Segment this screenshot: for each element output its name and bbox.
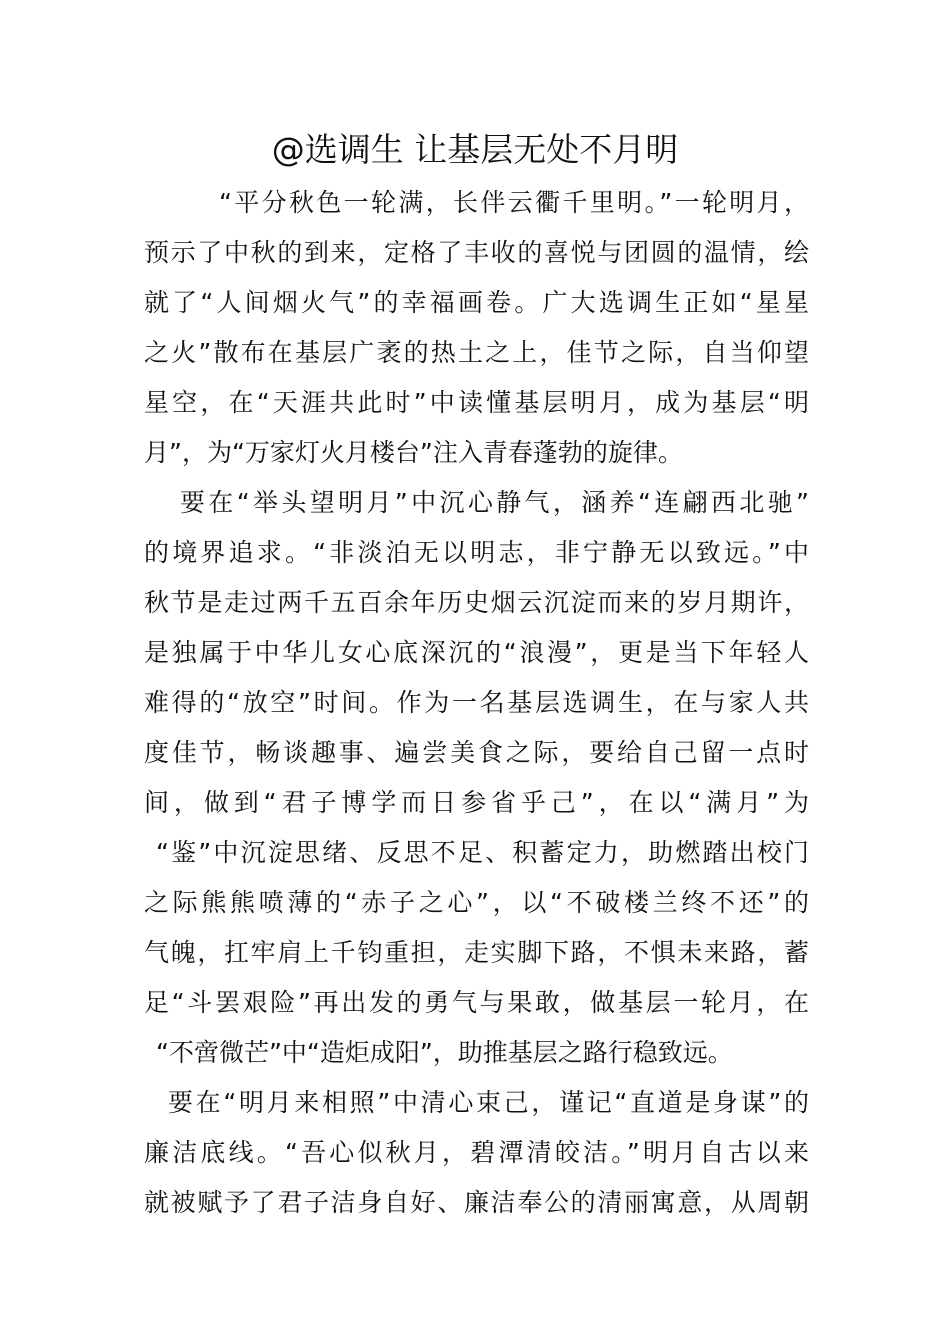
paragraph-line: 的境界追求。“非淡泊无以明志，非宁静无以致远。”中 xyxy=(144,538,809,567)
paragraph-line: 间，做到“君子博学而日参省乎己”，在以“满月”为 xyxy=(144,788,809,817)
paragraph-line: 足“斗罢艰险”再出发的勇气与果敢，做基层一轮月，在 xyxy=(144,988,809,1017)
paragraph-line: 要在“举头望明月”中沉心静气，涵养“连翩西北驰” xyxy=(180,488,809,517)
paragraph-line: 度佳节，畅谈趣事、遍尝美食之际，要给自己留一点时 xyxy=(144,738,809,767)
paragraph-line: 难得的“放空”时间。作为一名基层选调生，在与家人共 xyxy=(144,688,809,717)
paragraph-line: “鉴”中沉淀思绪、反思不足、积蓄定力，助燃踏出校门 xyxy=(156,838,809,867)
paragraph-line: 廉洁底线。“吾心似秋月，碧潭清皎洁。”明月自古以来 xyxy=(144,1138,809,1167)
paragraph-line: “平分秋色一轮满，长伴云衢千里明。”一轮明月， xyxy=(219,188,809,217)
paragraph-line: 气魄，扛牢肩上千钧重担，走实脚下路，不惧未来路，蓄 xyxy=(144,938,809,967)
paragraph-line: 就被赋予了君子洁身自好、廉洁奉公的清丽寓意，从周朝 xyxy=(144,1188,809,1217)
document-title: @选调生 让基层无处不月明 xyxy=(271,130,679,169)
paragraph-line: 是独属于中华儿女心底深沉的“浪漫”，更是当下年轻人 xyxy=(144,638,809,667)
paragraph-line: 之际熊熊喷薄的“赤子之心”，以“不破楼兰终不还”的 xyxy=(144,888,809,917)
paragraph-line: 星空，在“天涯共此时”中读懂基层明月，成为基层“明 xyxy=(144,388,809,417)
paragraph-line: 月”，为“万家灯火月楼台”注入青春蓬勃的旋律。 xyxy=(144,438,683,467)
paragraph-line: 预示了中秋的到来，定格了丰收的喜悦与团圆的温情，绘 xyxy=(144,238,809,267)
document-body xyxy=(144,178,809,1228)
paragraph-line: 之火”散布在基层广袤的热土之上，佳节之际，自当仰望 xyxy=(144,338,809,367)
paragraph-line: 要在“明月来相照”中清心束己，谨记“直道是身谋”的 xyxy=(168,1088,809,1117)
paragraph-line: 秋节是走过两千五百余年历史烟云沉淀而来的岁月期许， xyxy=(144,588,809,617)
paragraph-line: “不啻微芒”中“造炬成阳”，助推基层之路行稳致远。 xyxy=(156,1038,733,1067)
paragraph-line: 就了“人间烟火气”的幸福画卷。广大选调生正如“星星 xyxy=(144,288,809,317)
